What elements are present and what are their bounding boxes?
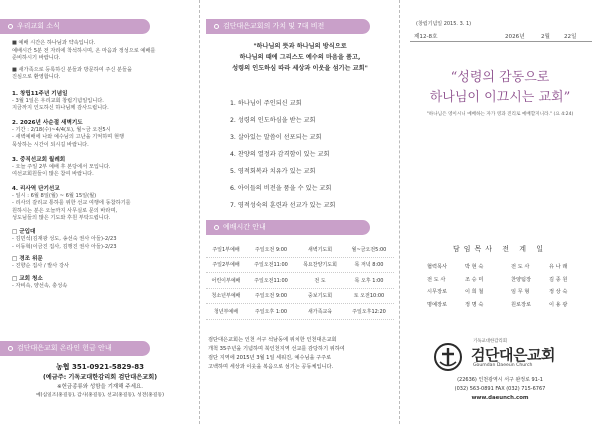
news-line: 예배시간 5분 전 자리에 착석하시며, 온 마음과 정성으로 예배를: [12, 47, 156, 54]
worship-cell: 토 오전10:00: [353, 293, 385, 300]
news-line: ■ 예배 시간은 하나님과 약속입니다.: [12, 40, 96, 46]
worship-cell: 어린이부예배: [211, 277, 241, 284]
staff-role: 전 도 사: [511, 264, 530, 270]
staff-role: 전 도 사: [427, 276, 446, 283]
banner-bullet-icon: [214, 24, 219, 29]
issue-number: 제12-8호: [414, 34, 438, 40]
worship-cell: 주일오전11:00: [254, 277, 288, 284]
banner-bullet-icon: [8, 346, 13, 351]
header-divider: [410, 41, 592, 42]
banner-offering-label: 검단대은교회 온라인 헌금 안내: [17, 344, 112, 352]
church-address: (22636) 인천광역시 서구 완정로 91-1: [457, 377, 543, 383]
scripture-verse: "하나님은 영이시니 예배하는 자가 영과 진리로 예배할지니라." (요 4:24): [426, 112, 574, 117]
staff-row: [427, 288, 567, 301]
news-item-line: - 일시 : 6월 8일(월) ~ 6월 15일(월): [12, 192, 97, 199]
church-intro: [208, 336, 392, 372]
vision-item: 4. 찬양의 열정과 감격함이 있는 교회: [230, 151, 330, 158]
senior-pastor: 담임목사 전 계 일: [452, 245, 547, 253]
banner-bullet-icon: [8, 24, 13, 29]
intro-line: 검단대은교회는 인천 서구 석남동에 위치한 인천대은교회: [208, 337, 337, 343]
staff-person: 박 현 숙: [465, 264, 484, 270]
date-month: 2월: [541, 34, 550, 40]
title-line: 하나님이 이끄시는 교회”: [429, 89, 571, 105]
worship-cell: 목 오후 1:00: [354, 277, 384, 284]
vision-list: [230, 101, 335, 220]
staff-person: 김 종 원: [549, 276, 568, 283]
news-line: 진심으로 환영합니다.: [12, 74, 61, 81]
column-news: [0, 0, 200, 424]
news-block: [12, 40, 155, 290]
worship-cell: 목 저녁 8:00: [354, 262, 384, 269]
church-contact: [400, 376, 600, 403]
news-line: 준비하시기 바랍니다.: [12, 55, 61, 62]
account-holder: (예금주: 기독교대한감리회 검단대은교회): [42, 374, 158, 382]
worship-cell: 주일오후12:20: [352, 308, 386, 315]
value-line: "하나님의 뜻과 하나님의 방식으로: [253, 43, 347, 50]
vision-item: 3. 살아있는 말씀이 선포되는 교회: [230, 134, 322, 141]
sub-group-line: - 김민석(김재광 성도, 송선숙 권사 아들)-2/23: [12, 236, 117, 243]
worship-cell: 주일오전 9:00: [254, 246, 288, 253]
church-values: [210, 42, 390, 75]
staff-person: 이 희 철: [465, 289, 484, 295]
value-line: 성령의 인도하심 따라 세상과 이웃을 섬기는 교회": [232, 64, 368, 72]
staff-person: 유 나 래: [549, 264, 568, 270]
worship-table: [206, 242, 394, 320]
value-line: 하나님의 때에 그리스도 예수의 마음을 품고,: [239, 53, 361, 61]
news-item-line: - 새벽예배에 나와 예수님의 고난을 기억하며 현행: [12, 134, 124, 141]
date-year: 2026년: [505, 34, 525, 40]
worship-row: [206, 242, 394, 258]
news-item-line: 지금까지 인도하신 하나님께 감사드립니다.: [12, 105, 109, 112]
staff-role: 찬양팀장: [511, 276, 532, 283]
sub-group-heading: □ 군입대: [12, 228, 36, 235]
banner-news-label: 우리교회 소식: [17, 22, 60, 30]
news-item-line: - 오늘 주일 2부 예배 후 본당에서 모입니다.: [12, 163, 111, 170]
worship-cell: 새가족교육: [307, 308, 333, 315]
banner-bullet-icon: [214, 225, 219, 230]
news-item-heading: 1. 창립11주년 기념일: [12, 90, 68, 97]
sub-group-line: - 진향순 집사 / 발사 강사: [12, 263, 69, 270]
staff-role: 명예장로: [427, 301, 448, 308]
offering-example: 예)십일조(홍길동), 감사(홍길동), 선교(홍길동), 성전(홍길동): [36, 392, 164, 398]
worship-row: [206, 273, 394, 289]
worship-cell: 월~금오전5:00: [351, 246, 387, 253]
staff-role: 협력목사: [427, 264, 448, 270]
news-item-line: - 리사의 갈리교 통하를 위한 선교 여행에 동참하기를: [12, 200, 131, 207]
worship-cell: 주일오후 1:00: [254, 308, 288, 315]
intro-line: 검단 지역에 2015년 3월 1일 세워진, 예수님을 구주로: [208, 355, 332, 362]
worship-cell: 청년부예배: [213, 308, 239, 315]
news-item-line: - 3월 1일은 우리교회 창립기념일입니다.: [12, 97, 104, 104]
sermon-title: [400, 68, 600, 107]
sub-group-heading: □ 교회 청소: [12, 275, 43, 282]
logo-denomination: 기독교대한감리회: [473, 339, 507, 344]
news-item-line: - 기간 : 2/18(수)~4/4(토), 월~금 오전5시: [12, 126, 111, 133]
staff-row: [427, 263, 567, 276]
church-website: www.daeunch.com: [471, 394, 529, 401]
staff-person: 이 용 광: [549, 301, 568, 308]
staff-role: 임 무 형: [511, 289, 530, 295]
worship-cell: 새벽기도회: [307, 246, 333, 253]
staff-person: 정 상 숙: [549, 289, 568, 295]
worship-row: [206, 289, 394, 305]
news-item-line: 성도님들의 많은 기도와 후원 부탁드립니다.: [12, 215, 111, 222]
banner-worship-label: 예배시간 안내: [223, 223, 266, 231]
title-line: “성령의 감동으로: [450, 70, 550, 85]
staff-role: 원로장로: [511, 301, 532, 308]
bank-account: 농협 351-0921-5829-83: [56, 363, 144, 371]
worship-cell: 전 도: [314, 277, 326, 284]
news-item-line: 원하시는 분은 오늘까지 사무실로 문의 바라며,: [12, 207, 118, 214]
banner-vision: [206, 19, 370, 34]
banner-vision-label: 검단대은교회의 가치 및 7대 비전: [223, 22, 325, 30]
banner-worship: [206, 220, 370, 235]
worship-cell: 주일1부예배: [212, 246, 240, 253]
church-phone: (032) 563-0891 FAX (032) 715-6767: [454, 385, 546, 392]
sub-group-line: - 자비속, 양선속, 충성속: [12, 282, 68, 289]
staff-row: [427, 301, 567, 314]
vision-item: 2. 성령의 인도하심을 받는 교회: [230, 117, 316, 124]
banner-news: [0, 19, 150, 34]
worship-cell: 중보기도회: [307, 293, 333, 300]
logo-church-name: 검단대은교회: [471, 346, 555, 364]
worship-row: [206, 304, 394, 320]
worship-cell: 주일2부예배: [212, 262, 240, 269]
offering-note: ※헌금종류와 성함을 기재해 주세요.: [57, 384, 143, 391]
news-item-heading: 2. 2026년 사순절 새벽기도: [12, 119, 83, 126]
date-day: 22일: [564, 34, 577, 40]
staff-role: 시무장로: [427, 289, 448, 295]
news-item-heading: 3. 중직선교회 월례회: [12, 156, 66, 163]
worship-cell: 주일오전 9:00: [254, 293, 288, 300]
sub-group-line: - 이동혁(이금진 집사, 김행진 권사 아들)-2/23: [12, 243, 117, 250]
church-emblem-icon: [433, 342, 463, 372]
worship-cell: 청소년부예배: [211, 293, 241, 300]
news-item-line: 묵상하는 시간이 되시길 바랍니다.: [12, 142, 89, 148]
vision-item: 7. 영적성숙의 훈련과 선교가 있는 교회: [230, 202, 336, 209]
logo-english-name: Goumdan Daeeun Church: [473, 363, 533, 368]
news-line: ■ 새가족으로 등록하신 분들과 방문하여 주신 분들을: [12, 66, 133, 73]
vision-item: 1. 하나님이 주인되신 교회: [230, 100, 302, 107]
worship-cell: 주일오전11:00: [254, 262, 288, 269]
staff-person: 조 승 미: [465, 276, 484, 283]
news-item-line: 여선교회원들이 많은 참여 바랍니다.: [12, 171, 94, 178]
staff-list: [427, 263, 567, 313]
vision-item: 6. 아이들의 비전을 품을 수 있는 교회: [230, 185, 332, 192]
intro-line: 고백하며 세상과 이웃을 복음으로 섬기는 공동체입니다.: [208, 364, 334, 371]
banner-offering: [0, 341, 150, 356]
offering-info: [12, 362, 188, 400]
worship-row: [206, 258, 394, 274]
staff-person: 정 명 숙: [465, 301, 484, 308]
intro-line: 개척 35주년을 기념하며 북인천지역 선교를 감당하기 위하여: [208, 346, 345, 353]
news-item-heading: 4. 리사역 단기선교: [12, 185, 60, 192]
worship-cell: 목요찬양기도회: [303, 262, 337, 269]
vision-item: 5. 영적회복과 치유가 있는 교회: [230, 168, 316, 175]
founding-date: (창립기념일 2015. 3. 1): [416, 21, 472, 27]
staff-row: [427, 276, 567, 289]
sub-group-heading: □ 경조 위문: [12, 256, 43, 263]
